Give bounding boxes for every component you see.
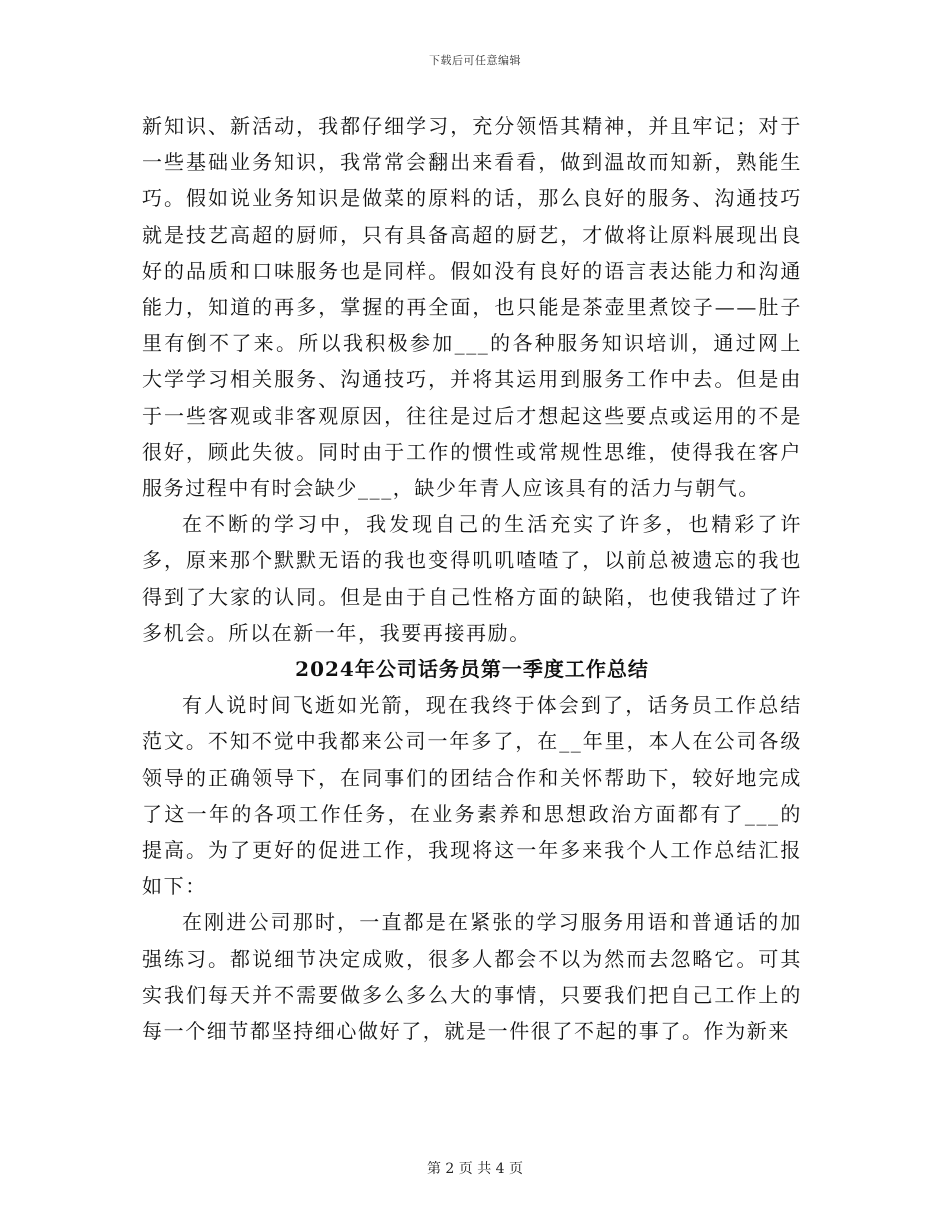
page-header: 下载后可任意编辑 (429, 54, 521, 67)
paragraph-3: 有人说时间飞逝如光箭，现在我终于体会到了，话务员工作总结范文。不知不觉中我都来公司一年多了，在__年里，本人在公司各级领导的正确领导下，在同事们的团结合作和关怀帮助下，较好地完成了这一年的各项工作任务，在业务素养和思想政治方面都有了___的提高。为了更好的促进工作，我现将这一年多来我个人工作总结汇报如下： (142, 693, 802, 899)
paragraph-2: 在不断的学习中，我发现自己的生活充实了许多，也精彩了许多，原来那个默默无语的我也变得叽叽喳喳了，以前总被遗忘的我也得到了大家的认同。但是由于自己性格方面的缺陷，也使我错过了许多机会。所以在新一年，我要再接再励。 (142, 512, 802, 645)
paragraph-4: 在刚进公司那时，一直都是在紧张的学习服务用语和普通话的加强练习。都说细节决定成败，很多人都会不以为然而去忽略它。可其实我们每天并不需要做多么多么大的事情，只要我们把自己工作上的每一个细节都坚持细心做好了，就是一件很了不起的事了。作为新来 (142, 910, 802, 1044)
paragraph-1: 新知识、新活动，我都仔细学习，充分领悟其精神，并且牢记；对于一些基础业务知识，我常常会翻出来看看，做到温故而知新，熟能生巧。假如说业务知识是做菜的原料的话，那么良好的服务、沟通技巧就是技艺高超的厨师，只有具备高超的厨艺，才做将让原料展现出良好的品质和口味服务也是同样。假如没有良好的语言表达能力和沟通能力，知道的再多，掌握的再全面，也只能是茶壶里煮饺子——肚子里有倒不了来。所以我积极参加___的各种服务知识培训，通过网上大学学习相关服务、沟通技巧，并将其运用到服务工作中去。但是由于一些客观或非客观原因，往往是过后才想起这些要点或运用的不是很好，顾此失彼。同时由于工作的惯性或常规性思维，使得我在客户服务过程中有时会缺少___，缺少年青人应该具有的活力与朝气。 (142, 114, 802, 501)
document-body (142, 108, 802, 1049)
section-heading: 2024年公司话务员第一季度工作总结 (295, 657, 649, 682)
page-number: 第 2 页 共 4 页 (426, 1161, 524, 1177)
